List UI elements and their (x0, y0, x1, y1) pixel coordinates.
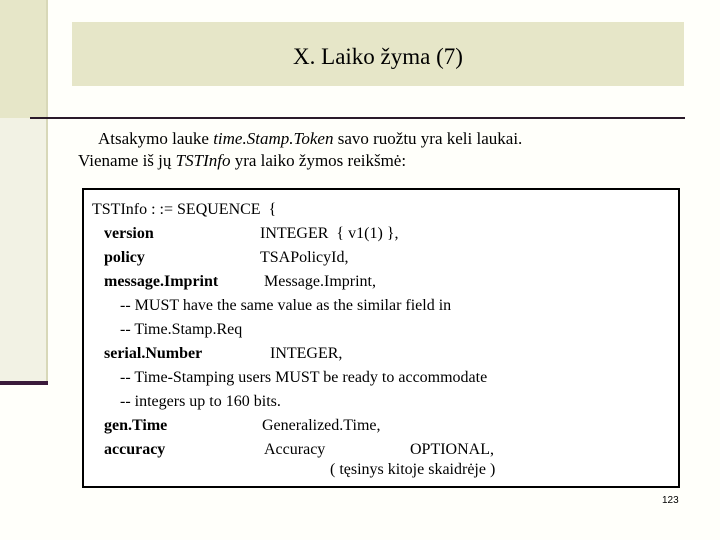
code-comment: -- Time-Stamping users MUST be ready to accommodate (120, 369, 488, 386)
left-decor-top (0, 0, 48, 118)
title-divider (30, 117, 685, 119)
field-name-gen-time: gen.Time (104, 417, 168, 434)
code-header: TSTInfo : := SEQUENCE { (92, 201, 277, 218)
continuation-note: ( tęsinys kitoje skaidrėje ) (330, 461, 496, 478)
field-type-serial-number: INTEGER, (270, 345, 343, 362)
intro-line-1 (78, 128, 678, 150)
field-name-serial-number: serial.Number (104, 345, 203, 362)
field-type-version: INTEGER { v1(1) }, (260, 225, 399, 242)
intro-line-2 (78, 150, 678, 172)
intro-line-1-suffix: savo ruožtu yra keli laukai. (333, 129, 523, 148)
intro-line-2-suffix: yra laiko žymos reikšmė: (230, 151, 407, 170)
field-name-policy: policy (104, 249, 145, 266)
intro-text (78, 128, 678, 172)
left-decor-line (46, 0, 48, 385)
page-number: 123 (662, 495, 679, 506)
field-modifier-accuracy: OPTIONAL, (410, 441, 494, 458)
code-box (82, 188, 680, 488)
title-box (72, 22, 684, 86)
code-comment: -- MUST have the same value as the similar field in (120, 297, 452, 314)
intro-line-2-prefix: Viename iš jų (78, 151, 176, 170)
intro-line-1-prefix: Atsakymo lauke (98, 129, 214, 148)
intro-line-2-term: TSTInfo (175, 151, 231, 170)
field-type-message-imprint: Message.Imprint, (264, 273, 376, 290)
field-type-gen-time: Generalized.Time, (262, 417, 381, 434)
code-comment: -- Time.Stamp.Req (120, 321, 243, 338)
field-name-accuracy: accuracy (104, 441, 166, 458)
left-decor-bottom (0, 118, 46, 385)
field-name-message-imprint: message.Imprint (104, 273, 219, 290)
left-decor-accent (0, 381, 48, 385)
field-type-policy: TSAPolicyId, (260, 249, 349, 266)
slide-title: X. Laiko žyma (7) (293, 44, 463, 69)
field-type-accuracy: Accuracy (264, 441, 326, 458)
intro-line-1-term: time.Stamp.Token (213, 129, 334, 148)
field-name-version: version (104, 225, 154, 242)
code-comment: -- integers up to 160 bits. (120, 393, 281, 410)
